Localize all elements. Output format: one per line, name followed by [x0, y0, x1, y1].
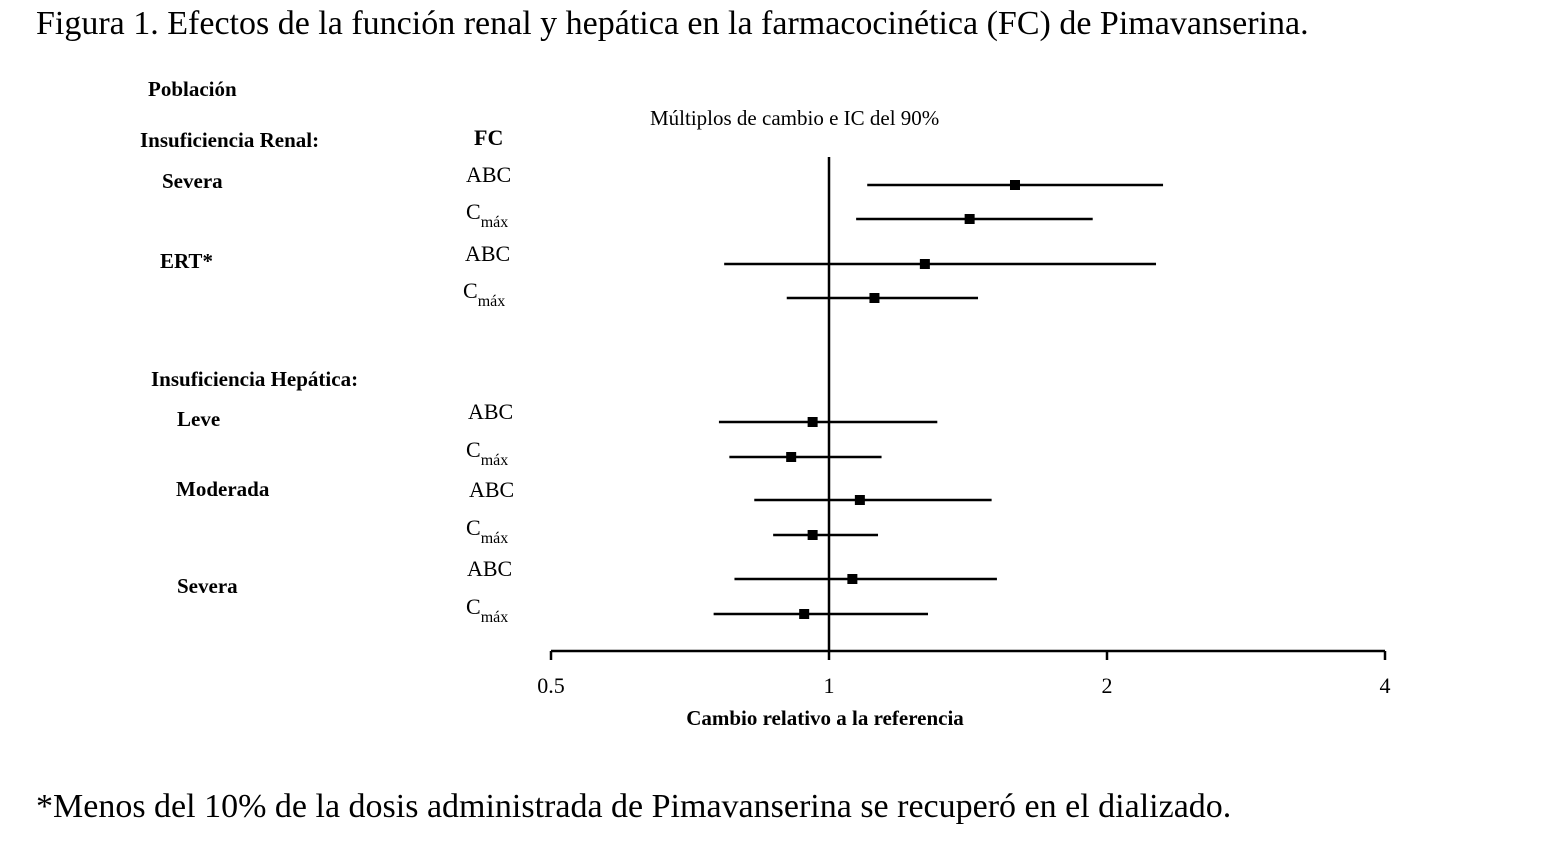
- x-axis-label: Cambio relativo a la referencia: [686, 706, 964, 730]
- pk-label: ABC: [465, 241, 511, 266]
- point-estimate: [847, 574, 857, 584]
- subgroup-label-hepatic-severa: Severa: [177, 574, 238, 598]
- subgroup-label-moderada: Moderada: [176, 477, 270, 501]
- pk-header: FC: [474, 125, 504, 150]
- chart-title: Múltiplos de cambio e IC del 90%: [650, 106, 940, 130]
- x-tick-label: 2: [1101, 673, 1113, 698]
- x-tick-label: 1: [823, 673, 835, 698]
- point-estimate: [786, 452, 796, 462]
- pk-label: $C_{máx}$: [466, 594, 509, 626]
- x-tick-label: 0.5: [537, 673, 565, 698]
- x-tick-label: 4: [1379, 673, 1391, 698]
- point-estimate: [799, 609, 809, 619]
- pk-label: ABC: [468, 399, 514, 424]
- pk-label: $C_{máx}$: [466, 437, 509, 469]
- pk-label: ABC: [467, 556, 513, 581]
- pk-label: $C_{máx}$: [466, 515, 509, 547]
- subgroup-label-ert: ERT*: [160, 249, 213, 273]
- pk-label: $C_{máx}$: [466, 199, 509, 231]
- point-estimate: [1010, 180, 1020, 190]
- group-label-renal: Insuficiencia Renal:: [140, 128, 320, 152]
- point-estimate: [965, 214, 975, 224]
- point-estimate: [808, 530, 818, 540]
- pk-label: $C_{máx}$: [463, 278, 506, 310]
- group-label-hepatic: Insuficiencia Hepática:: [151, 367, 359, 391]
- population-header: Población: [148, 77, 237, 101]
- figure-title: Figura 1. Efectos de la función renal y hepática en la farmacocinética (FC) de Pimavanserina.: [36, 5, 1309, 42]
- pk-label: ABC: [466, 162, 512, 187]
- point-estimate: [808, 417, 818, 427]
- point-estimate: [855, 495, 865, 505]
- point-estimate: [920, 259, 930, 269]
- footnote: *Menos del 10% de la dosis administrada de Pimavanserina se recuperó en el dializado.: [36, 788, 1232, 825]
- point-estimate: [869, 293, 879, 303]
- pk-label: ABC: [469, 477, 515, 502]
- subgroup-label-renal-severa: Severa: [162, 169, 223, 193]
- subgroup-label-leve: Leve: [177, 407, 221, 431]
